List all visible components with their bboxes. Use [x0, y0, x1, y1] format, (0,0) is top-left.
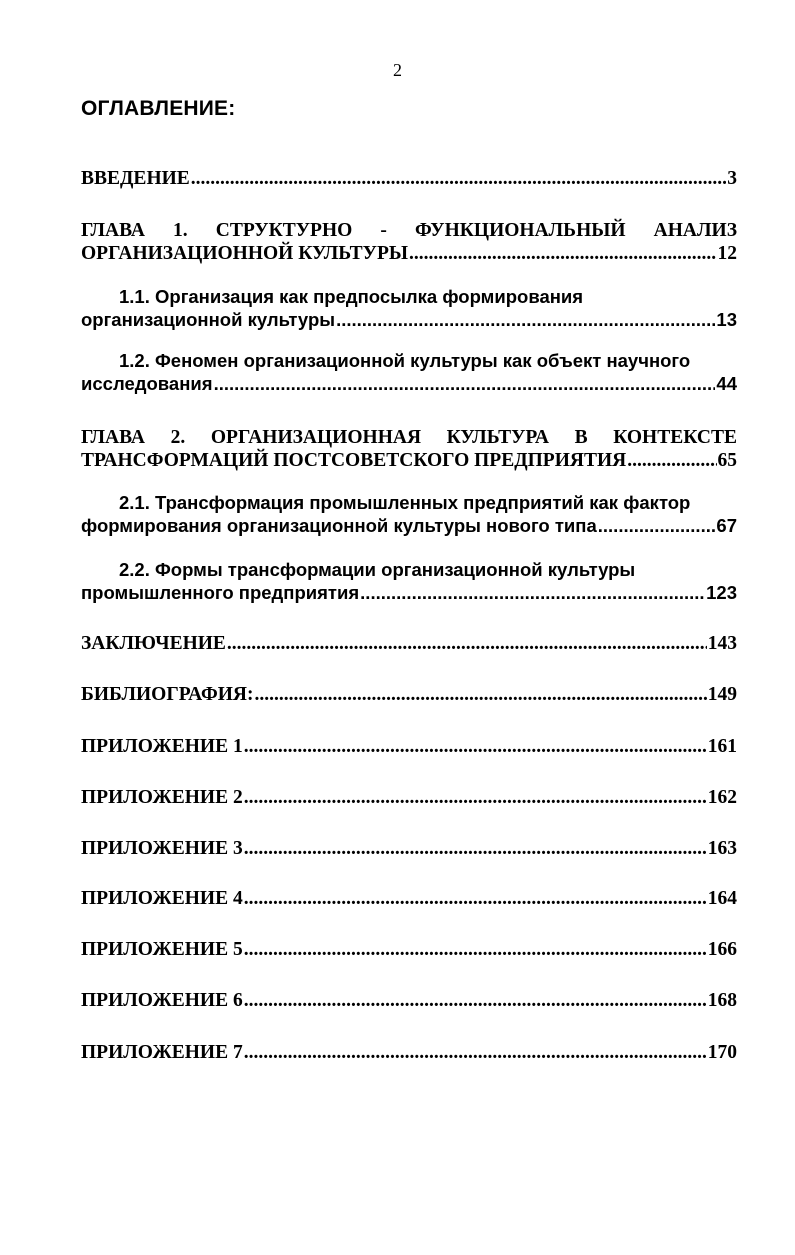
toc-entry-title-line-2: ТРАНСФОРМАЦИЙ ПОСТСОВЕТСКОГО ПРЕДПРИЯТИЯ — [81, 450, 627, 471]
toc-entry-section-1-2[interactable] — [81, 349, 737, 395]
dot-leader — [409, 242, 716, 265]
toc-entry-title-line-1: 1.2. Феномен организационной культуры как объект научного — [119, 350, 691, 371]
toc-line — [81, 308, 737, 331]
toc-entry-conclusion[interactable] — [81, 632, 737, 655]
toc-line — [81, 372, 737, 395]
toc-entry-title: ПРИЛОЖЕНИЕ 7 — [81, 1042, 243, 1063]
toc-entry-title: ЗАКЛЮЧЕНИЕ — [81, 633, 226, 654]
toc-line — [81, 581, 737, 604]
toc-line — [81, 887, 737, 910]
page-number: 2 — [393, 60, 402, 80]
toc-entry-title-line-2: организационной культуры — [81, 309, 336, 330]
dot-leader — [191, 167, 726, 190]
toc-entry-title-line-1: ГЛАВА 1. СТРУКТУРНО - ФУНКЦИОНАЛЬНЫЙ АНАЛИЗ — [81, 220, 737, 241]
toc-entry-title-line-2: исследования — [81, 373, 213, 394]
dot-leader — [244, 887, 707, 910]
toc-page-number: 12 — [717, 243, 737, 264]
toc-line — [81, 632, 737, 655]
toc-line — [81, 938, 737, 961]
toc-line — [81, 735, 737, 758]
toc-entry-appendix-4[interactable] — [81, 887, 737, 910]
dot-leader — [627, 449, 716, 472]
toc-entry-title: ПРИЛОЖЕНИЕ 4 — [81, 888, 243, 909]
toc-entry-title: ВВЕДЕНИЕ — [81, 168, 190, 189]
dot-leader — [244, 938, 707, 961]
toc-entry-title-line-2: промышленного предприятия — [81, 582, 360, 603]
toc-line — [81, 683, 737, 706]
toc-heading: ОГЛАВЛЕНИЕ: — [81, 97, 236, 120]
toc-entry-appendix-1[interactable] — [81, 735, 737, 758]
dot-leader — [360, 581, 705, 604]
toc-line — [81, 514, 737, 537]
toc-line — [81, 786, 737, 809]
dot-leader — [244, 989, 707, 1012]
toc-page-number: 170 — [707, 1042, 737, 1063]
dot-leader — [244, 1041, 707, 1064]
toc-page-number: 65 — [717, 450, 737, 471]
toc-entry-title: ПРИЛОЖЕНИЕ 1 — [81, 736, 243, 757]
toc-entry-title-line-1: 2.1. Трансформация промышленных предприятий как фактор — [119, 492, 691, 513]
toc-entry-title-line-2: ОРГАНИЗАЦИОННОЙ КУЛЬТУРЫ — [81, 243, 409, 264]
toc-page-number: 123 — [706, 582, 737, 603]
dot-leader — [255, 683, 707, 706]
dot-leader — [214, 372, 716, 395]
toc-entry-title: ПРИЛОЖЕНИЕ 3 — [81, 838, 243, 859]
toc-page-number: 67 — [716, 515, 737, 536]
toc-entry-section-1-1[interactable] — [81, 285, 737, 331]
toc-entry-bibliography[interactable] — [81, 683, 737, 706]
toc-entry-intro[interactable] — [81, 167, 737, 190]
toc-entry-section-2-2[interactable] — [81, 558, 737, 604]
toc-line — [81, 242, 737, 265]
toc-entry-section-2-1[interactable] — [81, 491, 737, 537]
dot-leader — [244, 786, 707, 809]
toc-page-number: 143 — [707, 633, 737, 654]
dot-leader — [227, 632, 707, 655]
toc-page-number: 44 — [716, 373, 737, 394]
toc-page-number: 13 — [716, 309, 737, 330]
toc-entry-title: ПРИЛОЖЕНИЕ 5 — [81, 939, 243, 960]
dot-leader — [244, 837, 707, 860]
dot-leader — [598, 514, 716, 537]
toc-entry-title-line-1: 2.2. Формы трансформации организационной культуры — [119, 559, 636, 580]
toc-entry-appendix-7[interactable] — [81, 1041, 737, 1064]
toc-page-number: 168 — [707, 990, 737, 1011]
toc-page-number: 162 — [707, 787, 737, 808]
toc-entry-appendix-6[interactable] — [81, 989, 737, 1012]
toc-page-number: 161 — [707, 736, 737, 757]
toc-page-number: 163 — [707, 838, 737, 859]
toc-entry-appendix-5[interactable] — [81, 938, 737, 961]
toc-entry-chapter-2[interactable] — [81, 426, 737, 472]
toc-page-number: 149 — [707, 684, 737, 705]
toc-line — [81, 167, 737, 190]
toc-page-number: 164 — [707, 888, 737, 909]
toc-entry-title: ПРИЛОЖЕНИЕ 6 — [81, 990, 243, 1011]
toc-line — [81, 837, 737, 860]
toc-entry-title: ПРИЛОЖЕНИЕ 2 — [81, 787, 243, 808]
toc-entry-title-line-2: формирования организационной культуры нового типа — [81, 515, 597, 536]
toc-line — [81, 989, 737, 1012]
toc-page-number: 166 — [707, 939, 737, 960]
toc-entry-appendix-2[interactable] — [81, 786, 737, 809]
toc-line — [81, 449, 737, 472]
toc-entry-appendix-3[interactable] — [81, 837, 737, 860]
toc-entry-title: БИБЛИОГРАФИЯ: — [81, 684, 254, 705]
toc-page-number: 3 — [727, 168, 737, 189]
toc-entry-title-line-1: 1.1. Организация как предпосылка формирования — [119, 286, 584, 307]
dot-leader — [244, 735, 707, 758]
toc-line — [81, 1041, 737, 1064]
dot-leader — [336, 308, 715, 331]
toc-entry-chapter-1[interactable] — [81, 219, 737, 265]
toc-entry-title-line-1: ГЛАВА 2. ОРГАНИЗАЦИОННАЯ КУЛЬТУРА В КОНТЕКСТЕ — [81, 427, 737, 448]
